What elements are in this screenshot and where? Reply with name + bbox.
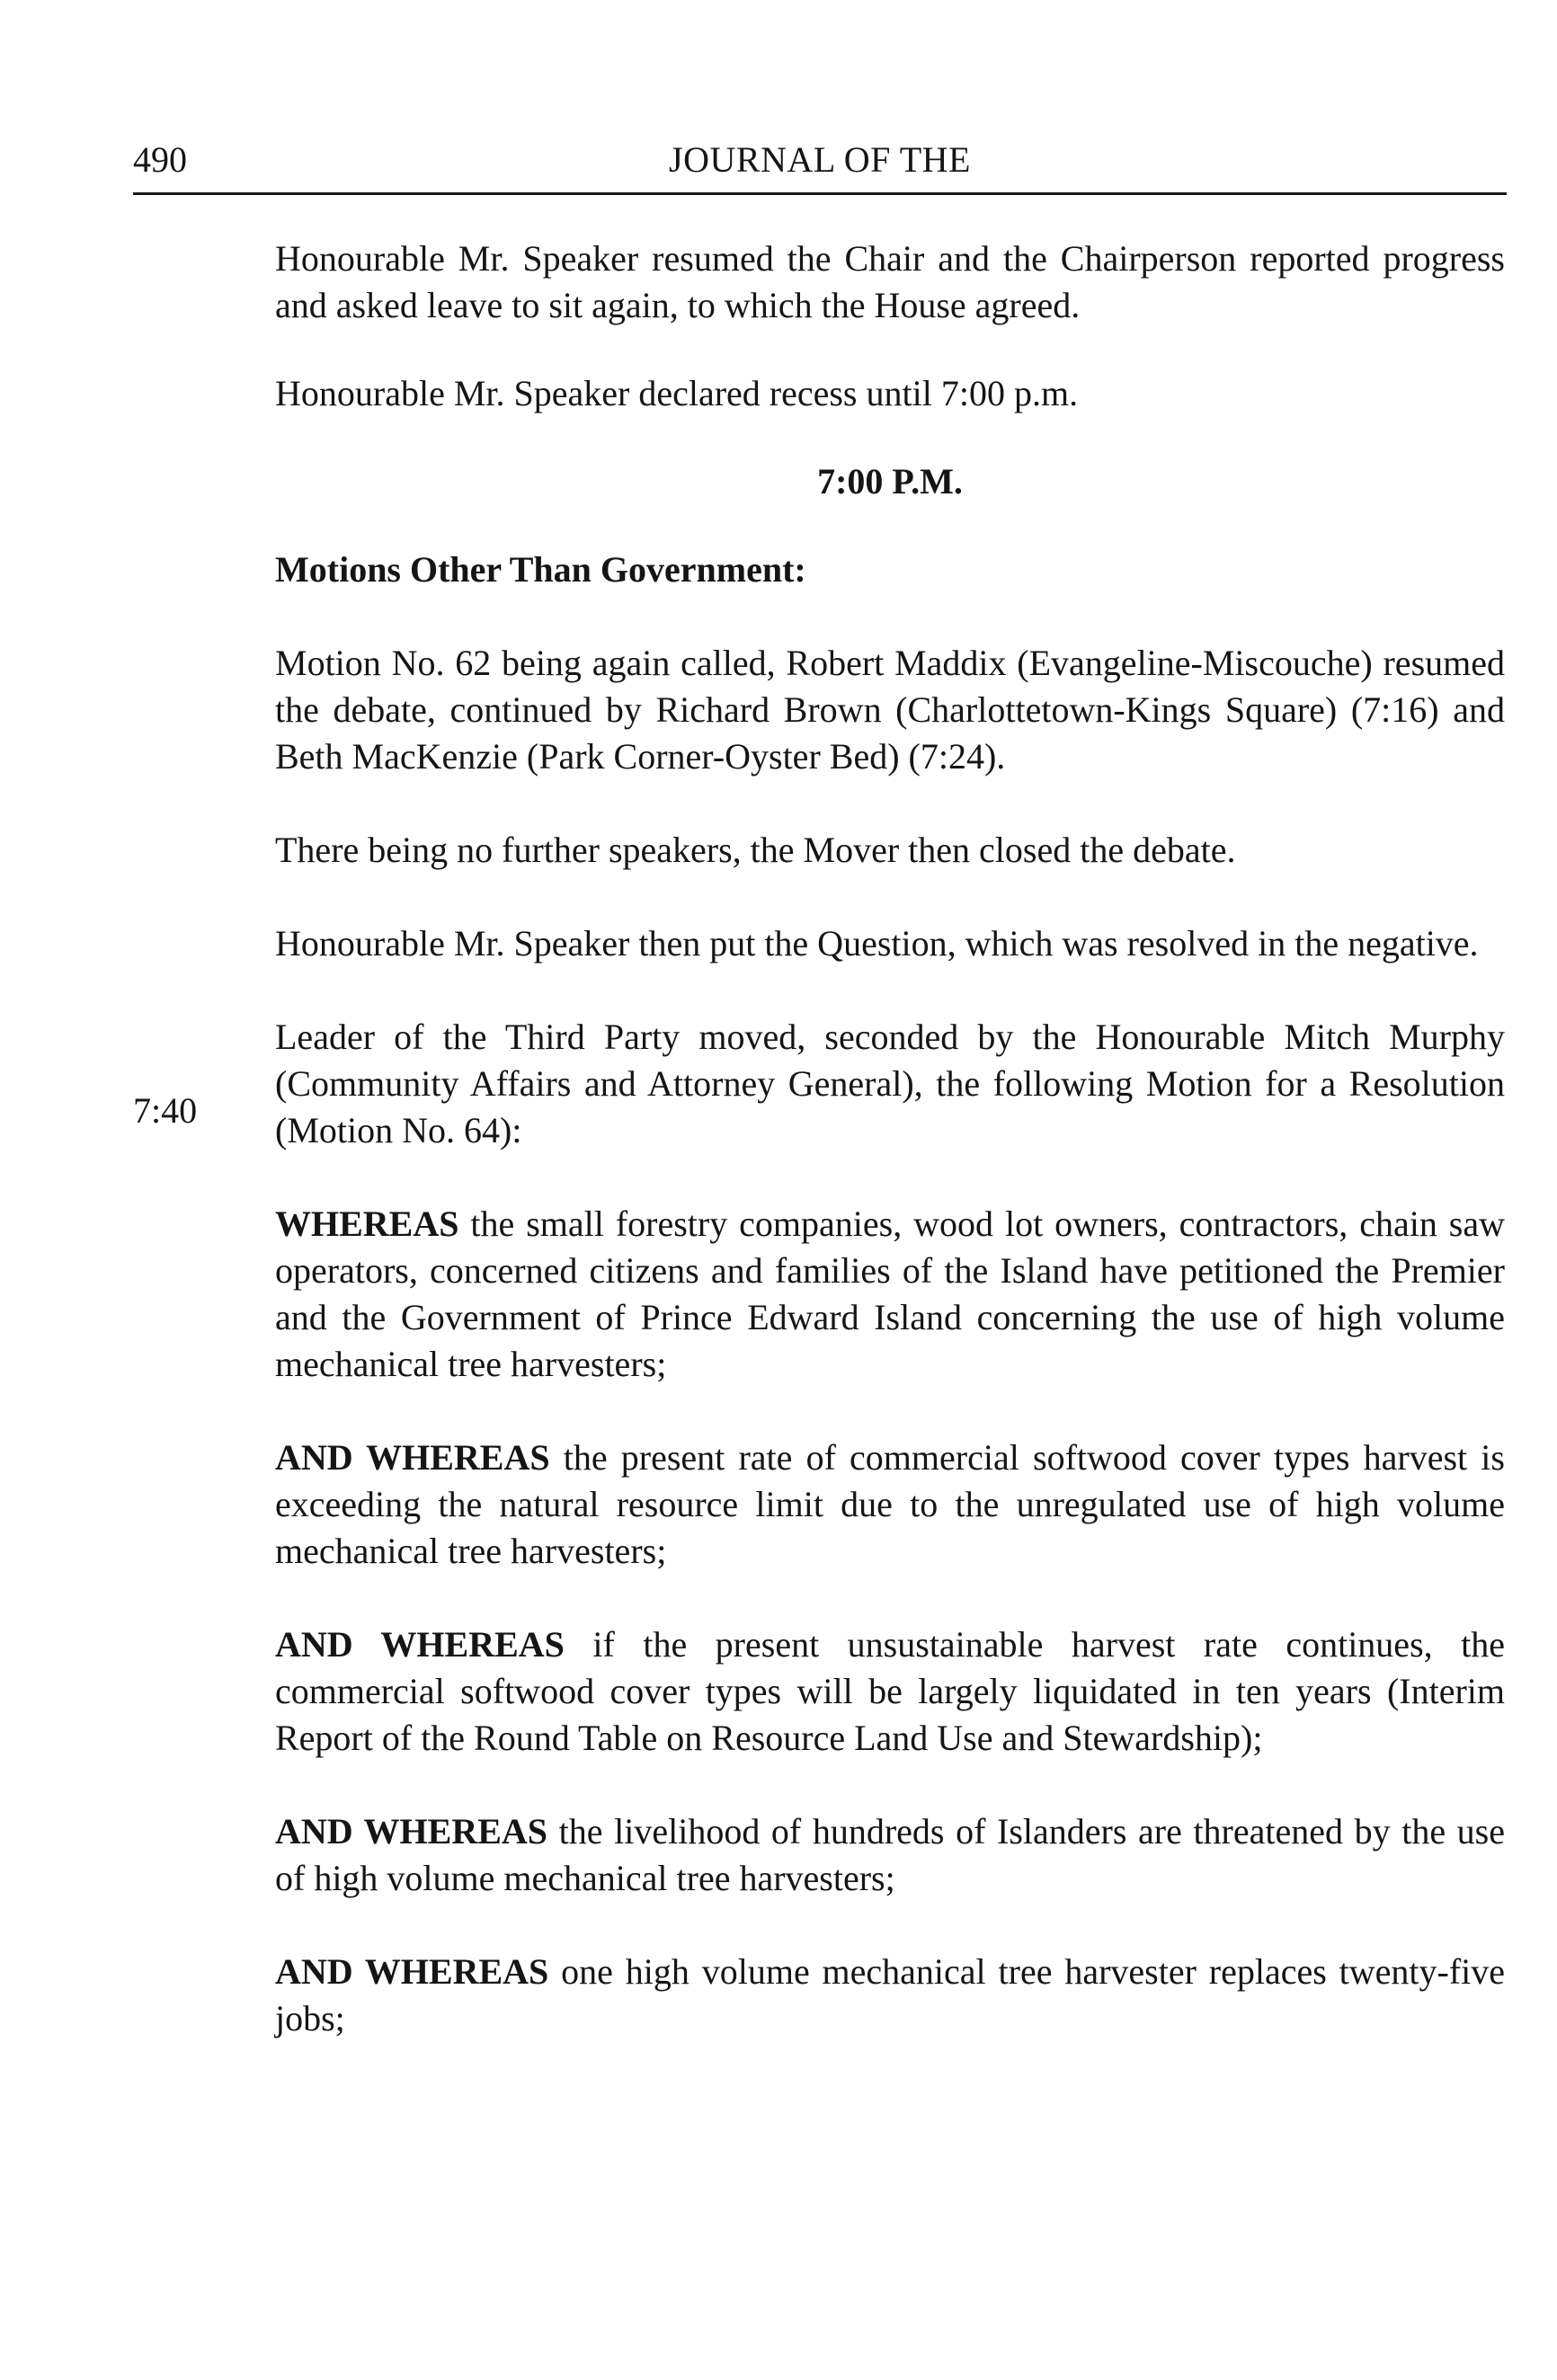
header-rule bbox=[133, 192, 1507, 195]
whereas-clause-4 bbox=[275, 1808, 1505, 1902]
section-heading: Motions Other Than Government: bbox=[275, 549, 806, 590]
whereas-lead: AND WHEREAS bbox=[275, 1951, 549, 1992]
paragraph-chair-resumed: Honourable Mr. Speaker resumed the Chair and the Chairperson reported progress and asked leave to sit again, to which the House agreed. bbox=[275, 238, 1505, 325]
paragraph-recess: Honourable Mr. Speaker declared recess until 7:00 p.m. bbox=[275, 373, 1079, 413]
whereas-text: the small forestry companies, wood lot owners, contractors, chain saw operators, concerned citizens and families of the Island have petitioned the Premier and the Government of Prince Edward Island concerning the use of high volume mechanical tree harvesters; bbox=[275, 1203, 1505, 1384]
time-heading: 7:00 P.M. bbox=[817, 461, 963, 502]
whereas-lead: WHEREAS bbox=[275, 1203, 459, 1244]
page-body bbox=[275, 235, 1505, 2042]
whereas-lead: AND WHEREAS bbox=[275, 1811, 548, 1852]
whereas-clause-1 bbox=[275, 1201, 1505, 1388]
whereas-text: the livelihood of hundreds of Islanders are threatened by the use of high volume mechanical tree harvesters; bbox=[275, 1811, 1506, 1898]
whereas-clause-5 bbox=[275, 1949, 1505, 2042]
whereas-lead: AND WHEREAS bbox=[275, 1624, 565, 1665]
whereas-lead: AND WHEREAS bbox=[275, 1437, 550, 1478]
running-head: JOURNAL OF THE bbox=[669, 139, 971, 180]
time-marker: 7:40 bbox=[133, 1090, 198, 1131]
page-number: 490 bbox=[133, 139, 187, 180]
whereas-text: the present rate of commercial softwood cover types harvest is exceeding the natural resource limit due to the unregulated use of high volume mechanical tree harvesters; bbox=[275, 1437, 1505, 1571]
paragraph-debate-closed: There being no further speakers, the Mover then closed the debate. bbox=[275, 830, 1236, 870]
page-header bbox=[133, 135, 1507, 191]
whereas-clause-3 bbox=[275, 1621, 1505, 1762]
whereas-text: one high volume mechanical tree harvester replaces twenty-five jobs; bbox=[275, 1951, 1506, 2038]
paragraph-motion-64: Leader of the Third Party moved, seconded by the Honourable Mitch Murphy (Community Affairs and Attorney General), the following Motion for a Resolution (Motion No. 64): bbox=[275, 1017, 1505, 1150]
paragraph-motion-62: Motion No. 62 being again called, Robert Maddix (Evangeline-Miscouche) resumed the debate, continued by Richard Brown (Charlottetown-Kings Square) (7:16) and Beth MacKenzie (Park Corner-Oyster Bed) (7:24). bbox=[275, 643, 1505, 777]
paragraph-question-put: Honourable Mr. Speaker then put the Question, which was resolved in the negative. bbox=[275, 923, 1479, 964]
whereas-text: if the present unsustainable harvest rate continues, the commercial softwood cover types will be largely liquidated in ten years (Interim Report of the Round Table on Resource Land Use and Stewardship); bbox=[275, 1624, 1505, 1758]
whereas-clause-2 bbox=[275, 1434, 1505, 1575]
